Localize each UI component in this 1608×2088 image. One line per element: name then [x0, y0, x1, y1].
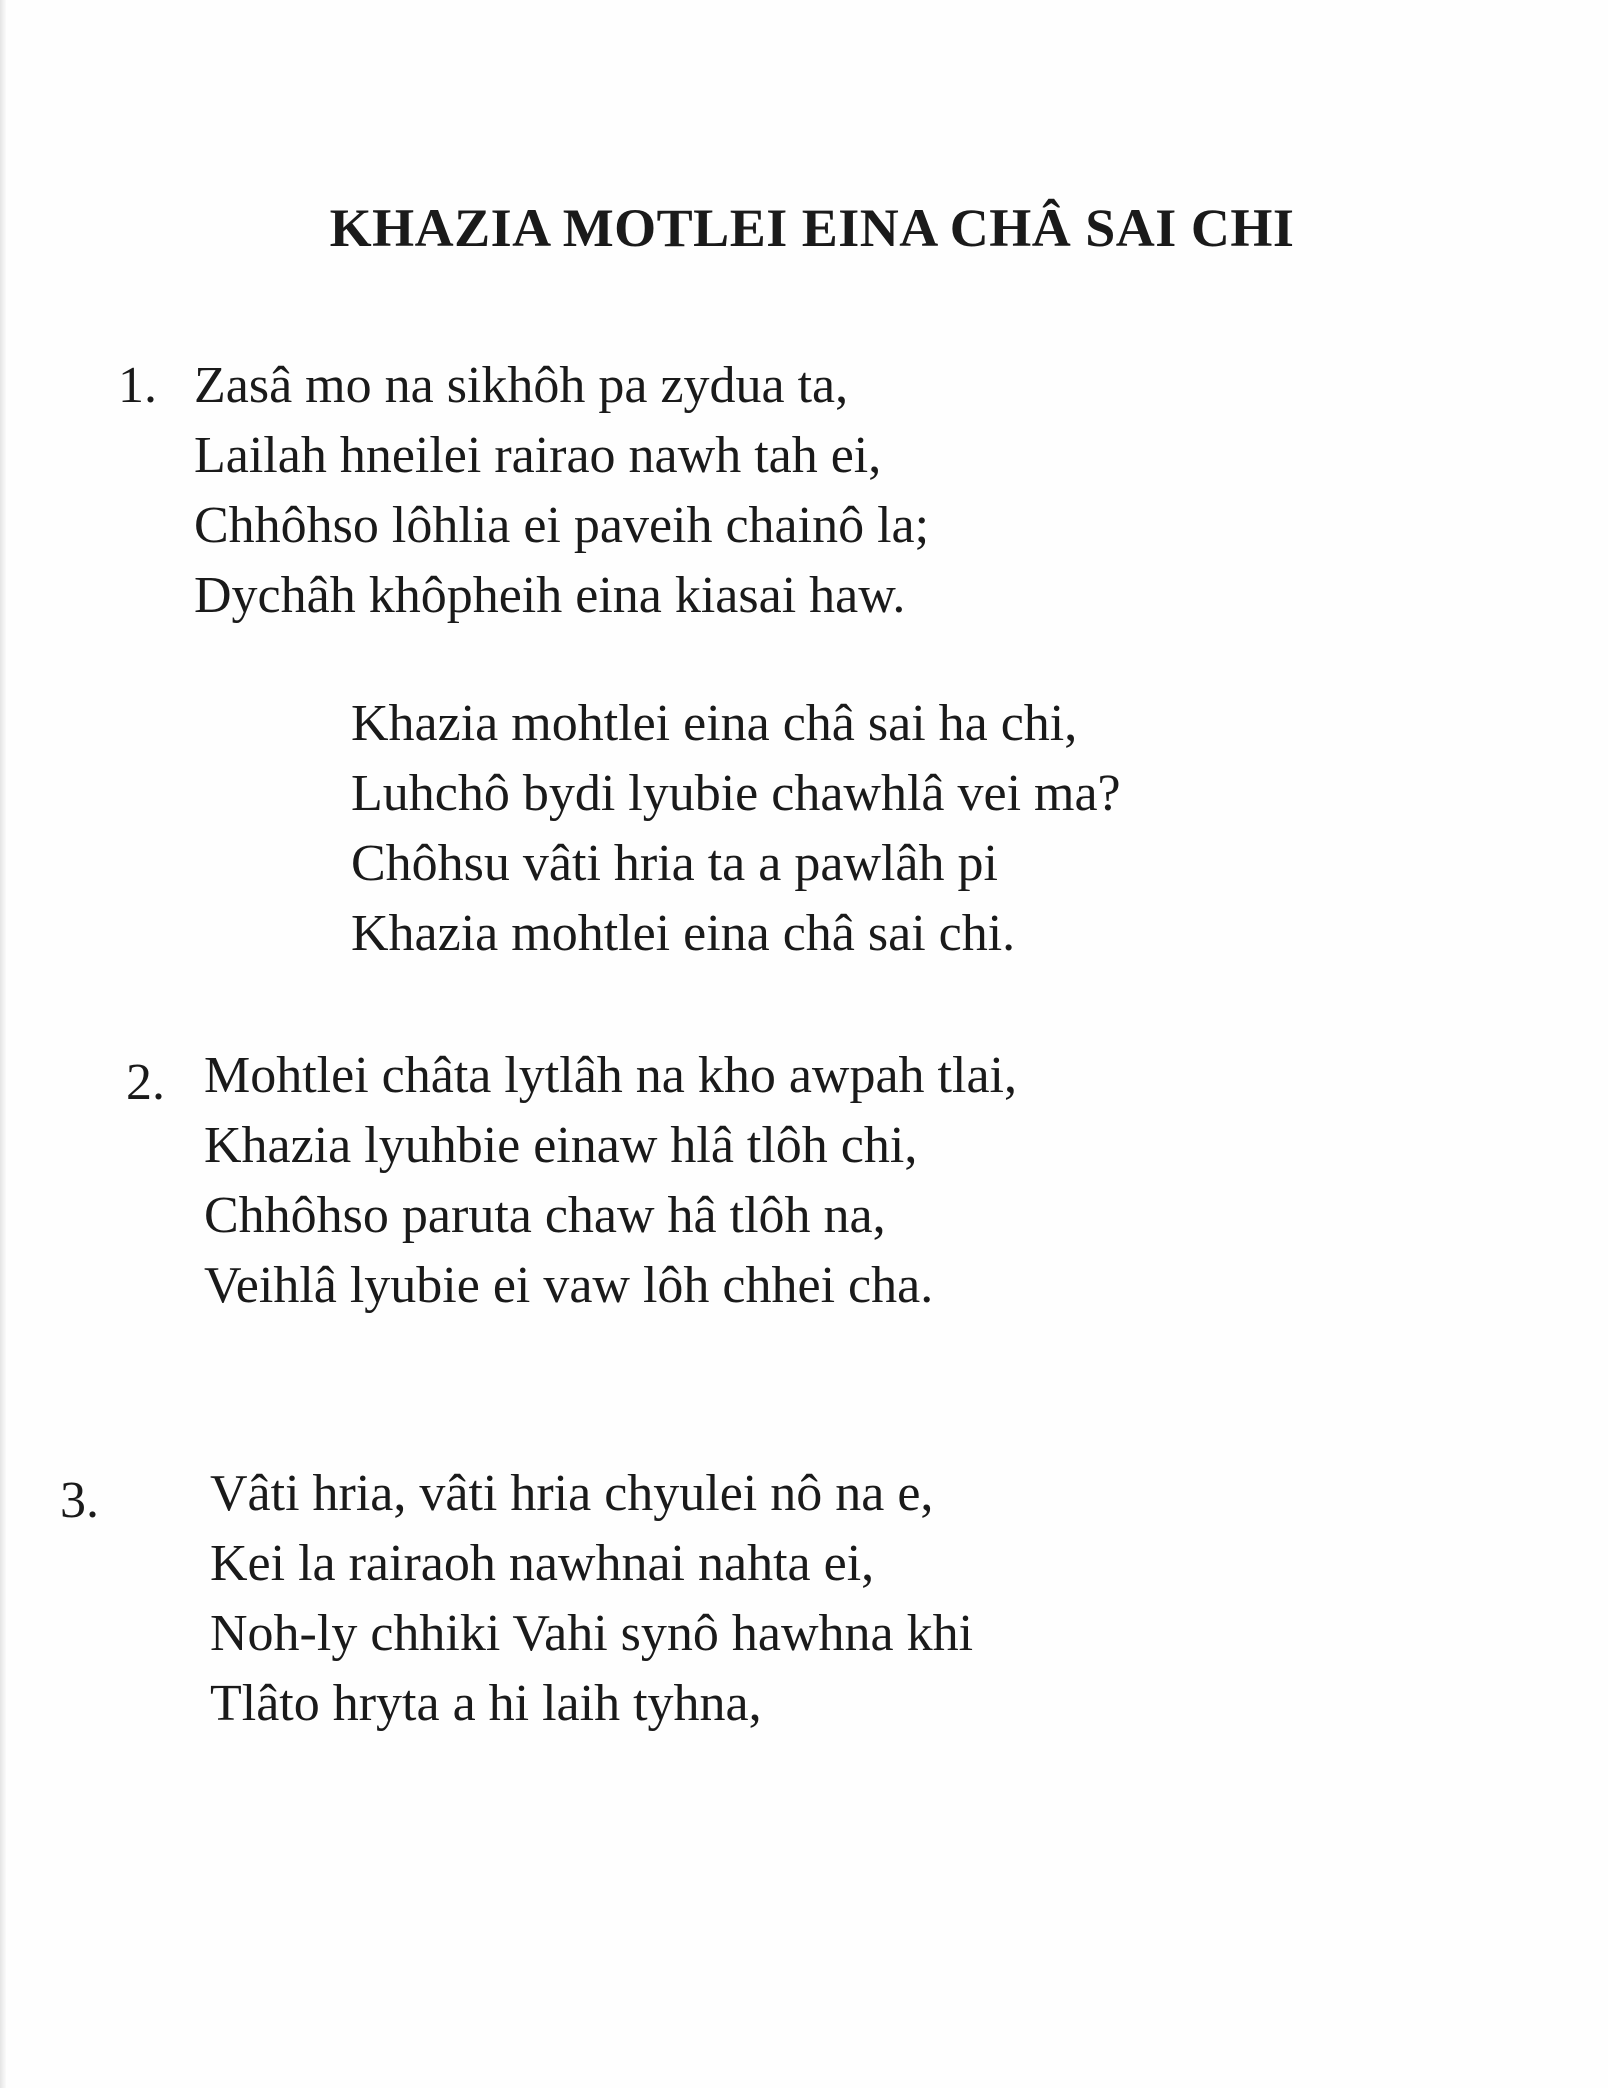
verse-line: Vâti hria, vâti hria chyulei nô na e,	[210, 1465, 934, 1522]
verse-1	[194, 351, 929, 631]
chorus	[351, 689, 1121, 969]
page-edge	[0, 0, 6, 2088]
verse-number: 3.	[60, 1472, 99, 1529]
verse-line: Zasâ mo na sikhôh pa zydua ta,	[194, 357, 849, 414]
verse-line: Veihlâ lyubie ei vaw lôh chhei cha.	[204, 1257, 934, 1314]
verse-number: 2.	[126, 1054, 165, 1111]
verse-2	[204, 1041, 1017, 1321]
verse-line: Chhôhso lôhlia ei paveih chainô la;	[194, 497, 930, 554]
verse-line: Kei la rairaoh nawhnai nahta ei,	[210, 1535, 875, 1592]
verse-line: Mohtlei châta lytlâh na kho awpah tlai,	[204, 1047, 1017, 1104]
verse-line: Lailah hneilei rairao nawh tah ei,	[194, 427, 882, 484]
chorus-line: Khazia mohtlei eina châ sai ha chi,	[351, 695, 1078, 752]
chorus-line: Chôhsu vâti hria ta a pawlâh pi	[351, 835, 998, 892]
verse-3	[210, 1459, 973, 1739]
verse-line: Dychâh khôpheih eina kiasai haw.	[194, 567, 906, 624]
verse-line: Chhôhso paruta chaw hâ tlôh na,	[204, 1187, 886, 1244]
chorus-line: Luhchô bydi lyubie chawhlâ vei ma?	[351, 765, 1121, 822]
verse-line: Tlâto hryta a hi laih tyhna,	[210, 1675, 762, 1732]
verse-line: Noh-ly chhiki Vahi synô hawhna khi	[210, 1605, 974, 1662]
song-title: KHAZIA MOTLEI EINA CHÂ SAI CHI	[329, 198, 1295, 258]
verse-line: Khazia lyuhbie einaw hlâ tlôh chi,	[204, 1117, 918, 1174]
verse-number: 1.	[118, 357, 157, 414]
chorus-line: Khazia mohtlei eina châ sai chi.	[351, 905, 1016, 962]
